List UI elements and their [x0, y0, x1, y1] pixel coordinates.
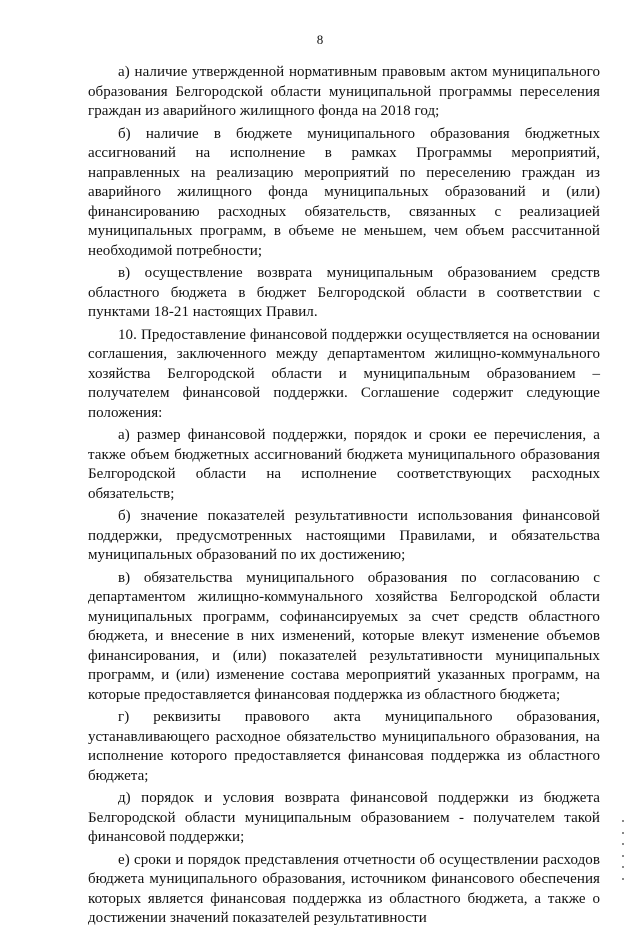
paragraph-10g-details: г) реквизиты правового акта муниципального образования, устанавливающего расходное обязательство муниципального образования, на исполнение которого предоставляется финансовая поддержка из областного бюджета;: [88, 709, 600, 784]
paragraph-10-agreement: 10. Предоставление финансовой поддержки осуществляется на основании соглашения, заключенного между департаментом жилищно-коммунального хозяйства Белгородской области и муниципальным образованием – получателем финансовой поддержки. Соглашение содержит следующие положения:: [88, 326, 600, 421]
paragraph-10v-obligations: в) обязательства муниципального образования по согласованию с департаментом жилищно-коммунального хозяйства Белгородской области муниципальных программ, софинансируемых за счет средств областного бюджета, и внесение в них изменений, которые влекут изменение объемов финансирования, и (или) показателей результативности муниципальных программ, и (или) изменение состава мероприятий указанных программ, на которые предоставляется финансовая поддержка из областного бюджета;: [88, 569, 600, 703]
document-body: [88, 63, 600, 932]
page-number: 8: [316, 32, 324, 47]
paragraph-10a-amount: а) размер финансовой поддержки, порядок и сроки ее перечисления, а также объем бюджетных ассигнований бюджета муниципального образования Белгородской области на исполнение соответствующих расходных обязательств;: [88, 427, 600, 502]
paragraph-10e-reporting: е) сроки и порядок представления отчетности об осуществлении расходов бюджета муниципального образования, источником финансового обеспечения которых является финансовая поддержка из областного бюджета, а также о достижении значений показателей результативности: [88, 851, 600, 926]
paragraph-10b-indicators: б) значение показателей результативности использования финансовой поддержки, предусмотренных настоящими Правилами, и обязательства муниципальных образований по их достижению;: [88, 508, 600, 563]
paragraph-b-budget: б) наличие в бюджете муниципального образования бюджетных ассигнований на исполнение в рамках Программы мероприятий, направленных на реализацию мероприятий по переселению граждан из аварийного жилищного фонда муниципальных образований и (или) финансированию расходных обязательств, связанных с реализацией муниципальных программ, в объеме не меньшем, чем объем рассчитанной необходимой потребности;: [88, 125, 600, 259]
paragraph-v-refund: в) осуществление возврата муниципальным образованием средств областного бюджета в бюджет Белгородской области в соответствии с пунктами 18-21 настоящих Правил.: [88, 265, 600, 320]
paragraph-a-program: а) наличие утвержденной нормативным правовым актом муниципального образования Белгородской области муниципальной программы переселения граждан из аварийного жилищного фонда на 2018 год;: [88, 64, 600, 119]
scan-margin-marks: [622, 820, 626, 880]
paragraph-10d-return: д) порядок и условия возврата финансовой поддержки из бюджета Белгородской области муниципальным образованием - получателем такой финансовой поддержки;: [88, 790, 600, 845]
